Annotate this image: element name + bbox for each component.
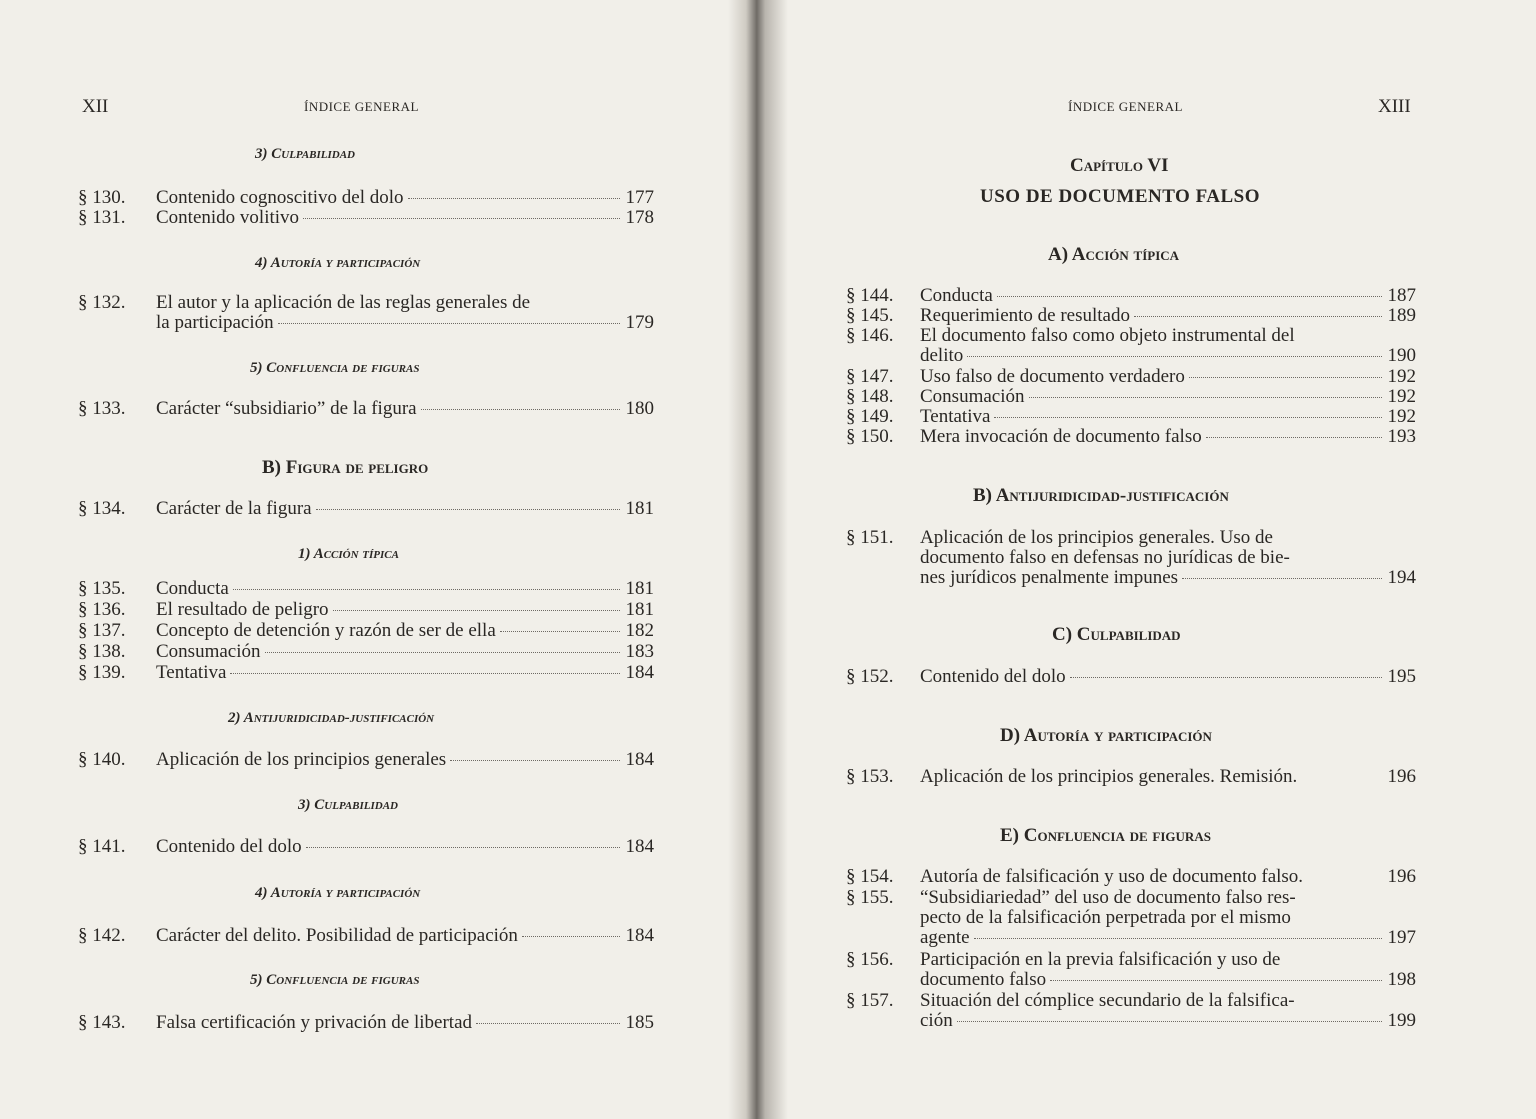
entry-title: Tentativa <box>920 406 991 427</box>
page-ref: 181 <box>625 599 654 620</box>
book-gutter-shadow <box>728 0 788 1119</box>
section-heading: 4) Autoría y participación <box>255 255 421 271</box>
page-ref: 183 <box>625 641 654 662</box>
running-title: ÍNDICE GENERAL <box>1068 99 1183 114</box>
section-number: § 148. <box>846 386 894 407</box>
entry-title: Consumación <box>156 641 261 662</box>
page-ref: 179 <box>625 312 654 333</box>
section-number: § 136. <box>78 599 126 620</box>
entry-title: pecto de la falsificación perpetrada por el mismo <box>920 907 1291 928</box>
section-number: § 137. <box>78 620 126 641</box>
section-number: § 130. <box>78 187 126 208</box>
entry-title: Requerimiento de resultado <box>920 305 1130 326</box>
section-heading: B) Figura de peligro <box>262 457 429 478</box>
page-ref: 187 <box>1387 285 1416 306</box>
entry-title: Autoría de falsificación y uso de documento falso. <box>920 866 1304 887</box>
section-heading: B) Antijuridicidad-justificación <box>973 485 1229 506</box>
section-number: § 144. <box>846 285 894 306</box>
section-heading: 1) Acción típica <box>298 546 399 562</box>
entry-title: Conducta <box>156 578 229 599</box>
entry-title: Mera invocación de documento falso <box>920 426 1202 447</box>
section-number: § 147. <box>846 366 894 387</box>
page-ref: 192 <box>1387 386 1416 407</box>
entry-title: Contenido volitivo <box>156 207 300 228</box>
section-number: § 146. <box>846 325 894 346</box>
left-page <box>0 0 730 1119</box>
entry-title: El autor y la aplicación de las reglas generales de <box>156 292 531 313</box>
section-number: § 131. <box>78 207 126 228</box>
entry-title: delito <box>920 345 964 366</box>
section-heading: 5) Confluencia de figuras <box>250 972 420 988</box>
section-heading: 3) Culpabilidad <box>298 797 398 813</box>
page-ref: 194 <box>1387 567 1416 588</box>
page-ref: 180 <box>625 398 654 419</box>
entry-title: Carácter de la figura <box>156 498 312 519</box>
entry-title: la participación <box>156 312 274 333</box>
entry-title: Situación del cómplice secundario de la falsifica- <box>920 990 1295 1011</box>
entry-title: Aplicación de los principios generales <box>156 749 447 770</box>
chapter-heading: Capítulo VI <box>1070 155 1169 176</box>
page-ref: 192 <box>1387 406 1416 427</box>
entry-title: Consumación <box>920 386 1025 407</box>
section-number: § 151. <box>846 527 894 548</box>
page-ref: 185 <box>625 1012 654 1033</box>
entry-title: agente <box>920 927 970 948</box>
entry-title: Contenido del dolo <box>156 836 302 857</box>
entry-title: El documento falso como objeto instrumental del <box>920 325 1295 346</box>
entry-title: Aplicación de los principios generales. Uso de <box>920 527 1273 548</box>
section-number: § 153. <box>846 766 894 787</box>
entry-title: Conducta <box>920 285 993 306</box>
page-ref: 184 <box>625 836 654 857</box>
page-ref: 182 <box>625 620 654 641</box>
page-ref: 197 <box>1387 927 1416 948</box>
page-ref: 198 <box>1387 969 1416 990</box>
section-number: § 150. <box>846 426 894 447</box>
entry-title: Uso falso de documento verdadero <box>920 366 1185 387</box>
page-ref: 196 <box>1387 866 1416 887</box>
section-heading: A) Acción típica <box>1048 244 1180 265</box>
page-ref: 199 <box>1387 1010 1416 1031</box>
entry-title: Contenido cognoscitivo del dolo <box>156 187 404 208</box>
section-heading: 5) Confluencia de figuras <box>250 360 420 376</box>
section-heading: 2) Antijuridicidad-justificación <box>228 710 435 726</box>
section-number: § 132. <box>78 292 126 313</box>
entry-title: “Subsidiariedad” del uso de documento falso res- <box>920 887 1296 908</box>
section-heading: E) Confluencia de figuras <box>1000 825 1211 846</box>
page-ref: 193 <box>1387 426 1416 447</box>
section-number: § 154. <box>846 866 894 887</box>
page-ref: 196 <box>1387 766 1416 787</box>
section-number: § 134. <box>78 498 126 519</box>
entry-title: ción <box>920 1010 953 1031</box>
running-title: ÍNDICE GENERAL <box>304 99 419 114</box>
entry-title: Carácter del delito. Posibilidad de participación <box>156 925 518 946</box>
entry-title: documento falso <box>920 969 1047 990</box>
section-heading: 3) Culpabilidad <box>255 146 355 162</box>
entry-title: El resultado de peligro <box>156 599 329 620</box>
entry-title: Contenido del dolo <box>920 666 1066 687</box>
section-number: § 133. <box>78 398 126 419</box>
page-ref: 184 <box>625 662 654 683</box>
page-number: XII <box>82 96 109 117</box>
entry-title: documento falso en defensas no jurídicas de bie- <box>920 547 1290 568</box>
right-page <box>790 0 1536 1119</box>
section-number: § 145. <box>846 305 894 326</box>
section-number: § 138. <box>78 641 126 662</box>
section-number: § 140. <box>78 749 126 770</box>
section-number: § 141. <box>78 836 126 857</box>
entry-title: Participación en la previa falsificación y uso de <box>920 949 1281 970</box>
page-ref: 189 <box>1387 305 1416 326</box>
page-ref: 181 <box>625 498 654 519</box>
page-ref: 192 <box>1387 366 1416 387</box>
page-ref: 178 <box>625 207 654 228</box>
section-number: § 143. <box>78 1012 126 1033</box>
entry-title: Carácter “subsidiario” de la figura <box>156 398 417 419</box>
page-ref: 181 <box>625 578 654 599</box>
page-ref: 184 <box>625 749 654 770</box>
entry-title: Aplicación de los principios generales. Remisión. <box>920 766 1298 787</box>
section-number: § 149. <box>846 406 894 427</box>
section-number: § 152. <box>846 666 894 687</box>
section-number: § 155. <box>846 887 894 908</box>
entry-title: Tentativa <box>156 662 227 683</box>
section-heading: D) Autoría y participación <box>1000 725 1212 746</box>
section-number: § 156. <box>846 949 894 970</box>
section-number: § 157. <box>846 990 894 1011</box>
section-heading: C) Culpabilidad <box>1052 624 1181 645</box>
entry-title: nes jurídicos penalmente impunes <box>920 567 1179 588</box>
page-ref: 190 <box>1387 345 1416 366</box>
page-ref: 195 <box>1387 666 1416 687</box>
entry-title: Concepto de detención y razón de ser de ella <box>156 620 496 641</box>
page-ref: 177 <box>625 187 654 208</box>
section-number: § 142. <box>78 925 126 946</box>
chapter-title: USO DE DOCUMENTO FALSO <box>980 186 1261 207</box>
section-number: § 139. <box>78 662 126 683</box>
section-number: § 135. <box>78 578 126 599</box>
entry-title: Falsa certificación y privación de libertad <box>156 1012 473 1033</box>
page-number: XIII <box>1378 96 1411 117</box>
page-ref: 184 <box>625 925 654 946</box>
section-heading: 4) Autoría y participación <box>255 885 421 901</box>
